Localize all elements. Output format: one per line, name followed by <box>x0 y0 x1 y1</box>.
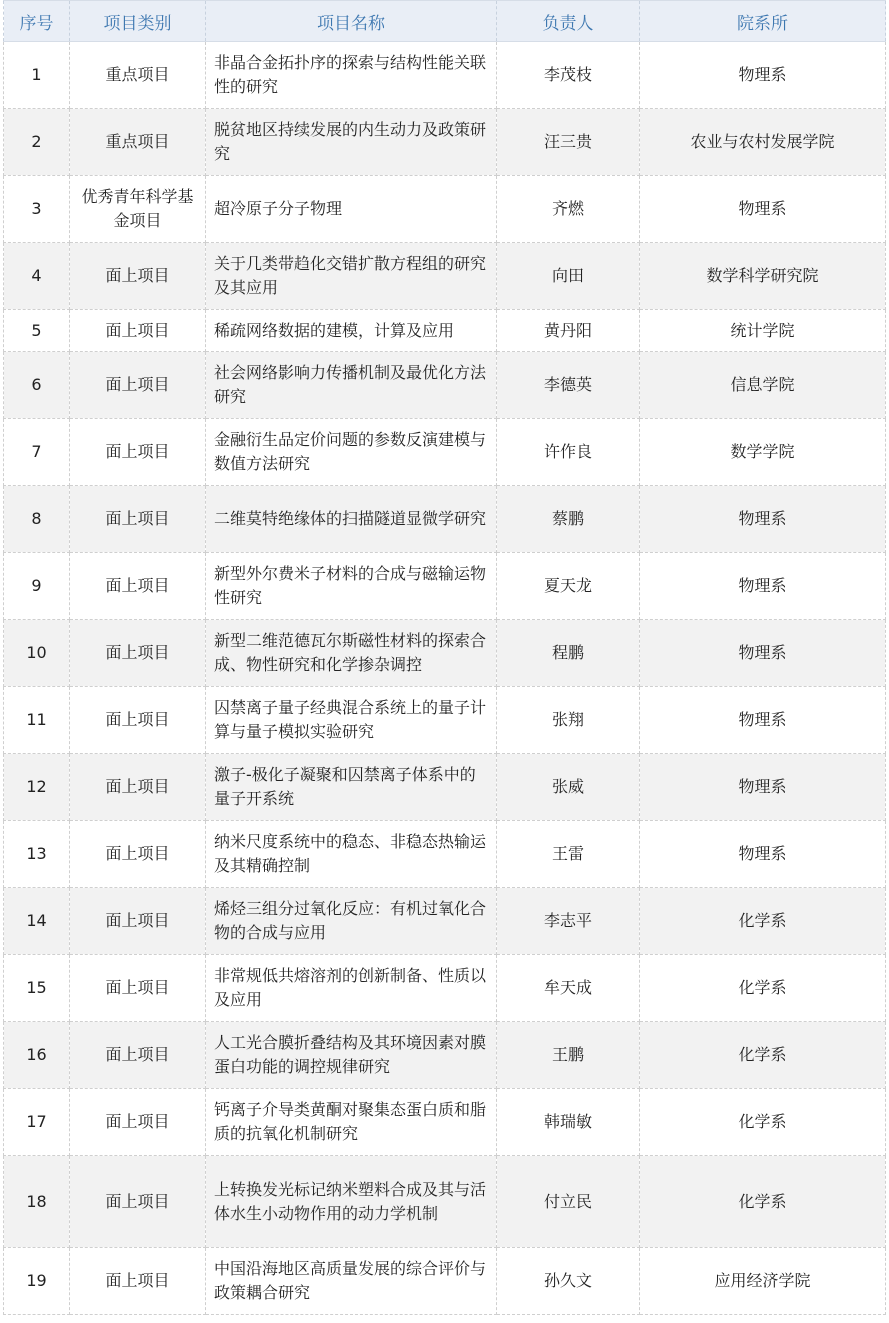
table-row <box>4 486 886 553</box>
cell-department: 农业与农村发展学院 <box>640 109 886 176</box>
table-row <box>4 243 886 310</box>
table-container <box>3 0 885 1315</box>
cell-category: 面上项目 <box>70 243 206 310</box>
table-row <box>4 553 886 620</box>
cell-category: 重点项目 <box>70 109 206 176</box>
header-owner: 负责人 <box>497 1 640 42</box>
header-number: 序号 <box>4 1 70 42</box>
cell-department: 数学科学研究院 <box>640 243 886 310</box>
cell-project-name: 二维莫特绝缘体的扫描隧道显微学研究 <box>206 486 497 553</box>
cell-category: 面上项目 <box>70 821 206 888</box>
cell-project-name: 超冷原子分子物理 <box>206 176 497 243</box>
cell-department: 化学系 <box>640 1089 886 1156</box>
cell-project-name: 非常规低共熔溶剂的创新制备、性质以及应用 <box>206 955 497 1022</box>
cell-number: 16 <box>4 1022 70 1089</box>
cell-department: 统计学院 <box>640 310 886 352</box>
cell-project-name: 中国沿海地区高质量发展的综合评价与政策耦合研究 <box>206 1248 497 1315</box>
header-project-name: 项目名称 <box>206 1 497 42</box>
cell-category: 面上项目 <box>70 419 206 486</box>
cell-owner: 王鹏 <box>497 1022 640 1089</box>
cell-department: 化学系 <box>640 1156 886 1248</box>
table-header-row <box>4 1 886 42</box>
cell-owner: 付立民 <box>497 1156 640 1248</box>
cell-number: 5 <box>4 310 70 352</box>
cell-project-name: 新型外尔费米子材料的合成与磁输运物性研究 <box>206 553 497 620</box>
table-row <box>4 1022 886 1089</box>
cell-category: 面上项目 <box>70 1156 206 1248</box>
cell-owner: 向田 <box>497 243 640 310</box>
cell-category: 优秀青年科学基金项目 <box>70 176 206 243</box>
cell-category: 面上项目 <box>70 1022 206 1089</box>
cell-owner: 蔡鹏 <box>497 486 640 553</box>
project-table <box>3 0 886 1315</box>
cell-number: 11 <box>4 687 70 754</box>
cell-owner: 汪三贵 <box>497 109 640 176</box>
cell-owner: 孙久文 <box>497 1248 640 1315</box>
cell-project-name: 脱贫地区持续发展的内生动力及政策研究 <box>206 109 497 176</box>
cell-category: 面上项目 <box>70 352 206 419</box>
cell-department: 物理系 <box>640 620 886 687</box>
cell-owner: 许作良 <box>497 419 640 486</box>
cell-number: 7 <box>4 419 70 486</box>
cell-project-name: 上转换发光标记纳米塑料合成及其与活体水生小动物作用的动力学机制 <box>206 1156 497 1248</box>
cell-department: 物理系 <box>640 42 886 109</box>
cell-owner: 夏天龙 <box>497 553 640 620</box>
cell-owner: 张翔 <box>497 687 640 754</box>
table-row <box>4 888 886 955</box>
cell-department: 物理系 <box>640 553 886 620</box>
cell-department: 化学系 <box>640 955 886 1022</box>
cell-project-name: 关于几类带趋化交错扩散方程组的研究及其应用 <box>206 243 497 310</box>
cell-department: 应用经济学院 <box>640 1248 886 1315</box>
cell-number: 13 <box>4 821 70 888</box>
cell-number: 1 <box>4 42 70 109</box>
cell-number: 19 <box>4 1248 70 1315</box>
cell-category: 面上项目 <box>70 1248 206 1315</box>
cell-owner: 程鹏 <box>497 620 640 687</box>
table-row <box>4 310 886 352</box>
table-row <box>4 754 886 821</box>
table-row <box>4 109 886 176</box>
cell-number: 12 <box>4 754 70 821</box>
cell-number: 4 <box>4 243 70 310</box>
table-row <box>4 1156 886 1248</box>
table-body <box>4 42 886 1315</box>
cell-category: 面上项目 <box>70 486 206 553</box>
header-department: 院系所 <box>640 1 886 42</box>
cell-category: 面上项目 <box>70 955 206 1022</box>
table-row <box>4 955 886 1022</box>
table-row <box>4 176 886 243</box>
cell-project-name: 钙离子介导类黄酮对聚集态蛋白质和脂质的抗氧化机制研究 <box>206 1089 497 1156</box>
cell-department: 物理系 <box>640 754 886 821</box>
header-category: 项目类别 <box>70 1 206 42</box>
cell-number: 6 <box>4 352 70 419</box>
cell-number: 17 <box>4 1089 70 1156</box>
cell-owner: 李茂枝 <box>497 42 640 109</box>
cell-project-name: 人工光合膜折叠结构及其环境因素对膜蛋白功能的调控规律研究 <box>206 1022 497 1089</box>
cell-category: 面上项目 <box>70 687 206 754</box>
cell-number: 9 <box>4 553 70 620</box>
cell-department: 化学系 <box>640 888 886 955</box>
table-row <box>4 352 886 419</box>
cell-category: 重点项目 <box>70 42 206 109</box>
table-row <box>4 620 886 687</box>
cell-project-name: 金融衍生品定价问题的参数反演建模与数值方法研究 <box>206 419 497 486</box>
cell-project-name: 囚禁离子量子经典混合系统上的量子计算与量子模拟实验研究 <box>206 687 497 754</box>
table-row <box>4 42 886 109</box>
cell-department: 物理系 <box>640 486 886 553</box>
table-row <box>4 419 886 486</box>
cell-department: 数学学院 <box>640 419 886 486</box>
cell-category: 面上项目 <box>70 620 206 687</box>
cell-department: 物理系 <box>640 821 886 888</box>
cell-owner: 韩瑞敏 <box>497 1089 640 1156</box>
table-row <box>4 687 886 754</box>
cell-number: 2 <box>4 109 70 176</box>
table-row <box>4 821 886 888</box>
cell-owner: 李志平 <box>497 888 640 955</box>
cell-category: 面上项目 <box>70 754 206 821</box>
cell-project-name: 纳米尺度系统中的稳态、非稳态热输运及其精确控制 <box>206 821 497 888</box>
cell-department: 物理系 <box>640 176 886 243</box>
table-row <box>4 1248 886 1315</box>
table-row <box>4 1089 886 1156</box>
cell-number: 10 <box>4 620 70 687</box>
cell-project-name: 非晶合金拓扑序的探索与结构性能关联性的研究 <box>206 42 497 109</box>
cell-owner: 李德英 <box>497 352 640 419</box>
cell-department: 信息学院 <box>640 352 886 419</box>
cell-owner: 齐燃 <box>497 176 640 243</box>
cell-owner: 牟天成 <box>497 955 640 1022</box>
cell-number: 8 <box>4 486 70 553</box>
cell-category: 面上项目 <box>70 553 206 620</box>
cell-project-name: 激子-极化子凝聚和囚禁离子体系中的量子开系统 <box>206 754 497 821</box>
cell-number: 18 <box>4 1156 70 1248</box>
cell-owner: 张威 <box>497 754 640 821</box>
cell-department: 物理系 <box>640 687 886 754</box>
cell-owner: 黄丹阳 <box>497 310 640 352</box>
cell-number: 3 <box>4 176 70 243</box>
cell-number: 15 <box>4 955 70 1022</box>
cell-number: 14 <box>4 888 70 955</box>
cell-category: 面上项目 <box>70 310 206 352</box>
cell-category: 面上项目 <box>70 888 206 955</box>
cell-project-name: 新型二维范德瓦尔斯磁性材料的探索合成、物性研究和化学掺杂调控 <box>206 620 497 687</box>
cell-owner: 王雷 <box>497 821 640 888</box>
cell-category: 面上项目 <box>70 1089 206 1156</box>
cell-project-name: 稀疏网络数据的建模，计算及应用 <box>206 310 497 352</box>
cell-project-name: 烯烃三组分过氧化反应：有机过氧化合物的合成与应用 <box>206 888 497 955</box>
cell-department: 化学系 <box>640 1022 886 1089</box>
cell-project-name: 社会网络影响力传播机制及最优化方法研究 <box>206 352 497 419</box>
